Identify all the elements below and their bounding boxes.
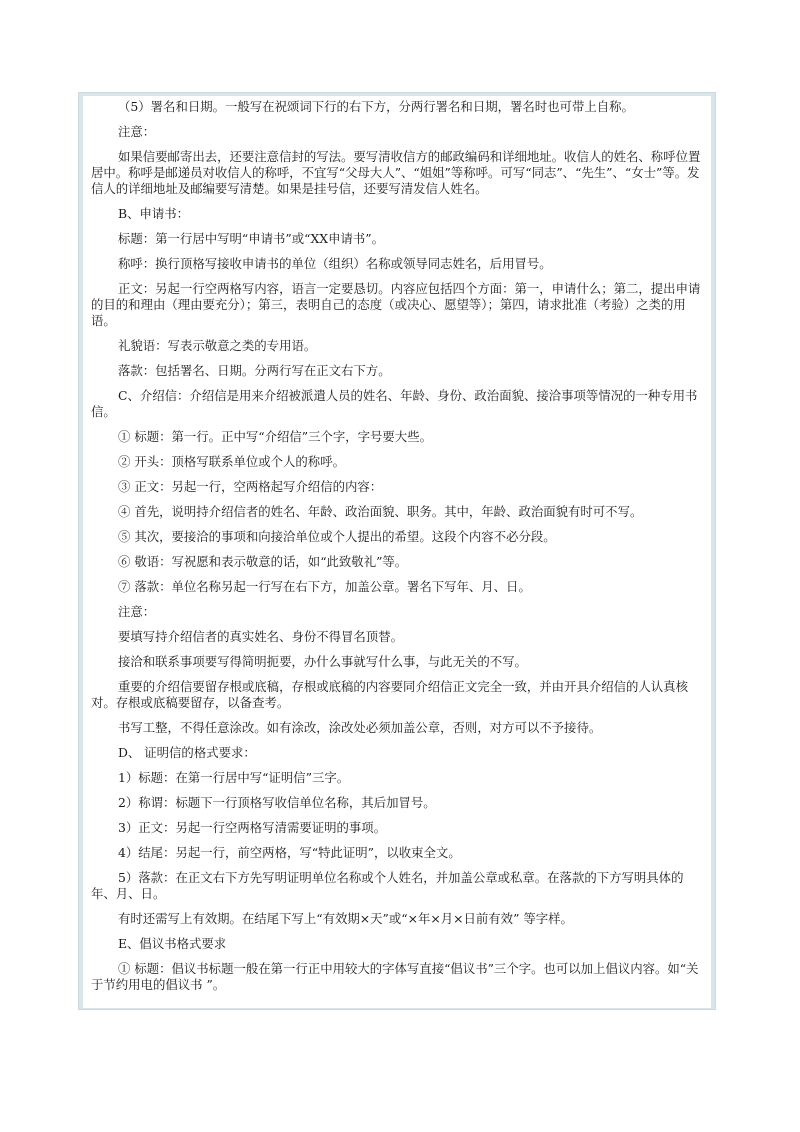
paragraph: 称呼：换行顶格写接收申请书的单位（组织）名称或领导同志姓名，后用冒号。 <box>118 256 552 271</box>
paragraph: ① 标题：倡议书标题一般在第一行正中用较大的字体写直接“倡议书”三个字。也可以加上倡议内容。如“关于节约用电的倡议书 ”。 <box>91 961 699 992</box>
paragraph: 接洽和联系事项要写得简明扼要，办什么事就写什么事，与此无关的不写。 <box>118 654 527 669</box>
paragraph: E、倡议书格式要求 <box>118 936 227 951</box>
paragraph: 3）正文：另起一行空两格写清需要证明的事项。 <box>118 820 387 835</box>
paragraph: 5）落款：在正文右下方先写明证明单位名称或个人姓名，并加盖公章或私章。在落款的下方写明具体的年、月、日。 <box>91 870 684 901</box>
paragraph: ④ 首先，说明持介绍信者的姓名、年龄、政治面貌、职务。其中，年龄、政治面貌有时可不写。 <box>118 504 643 519</box>
paragraph: ③ 正文：另起一行，空两格起写介绍信的内容： <box>118 479 383 494</box>
paragraph: 2）称谓：标题下一行顶格写收信单位名称，其后加冒号。 <box>118 795 436 810</box>
paragraph: 如果信要邮寄出去，还要注意信封的写法。要写清收信方的邮政编码和详细地址。收信人的姓名、称呼位置居中。称呼是邮递员对收信人的称呼，不宜写“父母大人”、“姐姐”等称呼。可写“同志”、“先生”、“女士”等。发信人的详细地址及邮编要写清楚。如果是挂号信，还要写清发信人姓名。 <box>91 149 701 196</box>
paragraph: 注意： <box>118 124 156 139</box>
paragraph: 要填写持介绍信者的真实姓名、身份不得冒名顶替。 <box>118 629 403 644</box>
paragraph: 书写工整，不得任意涂改。如有涂改，涂改处必须加盖公章，否则，对方可以不予接待。 <box>118 720 602 735</box>
paragraph: B、申请书： <box>118 206 190 221</box>
paragraph: 重要的介绍信要留存根或底稿，存根或底稿的内容要同介绍信正文完全一致，并由开具介绍信的人认真核对。存根或底稿要留存，以备查考。 <box>91 679 688 710</box>
paragraph: ⑥ 敬语：写祝愿和表示敬意的话，如“此致敬礼”等。 <box>118 554 408 569</box>
paragraph: 4）结尾：另起一行，前空两格，写“特此证明”，以收束全文。 <box>118 845 461 860</box>
paragraph: （5）署名和日期。一般写在祝颂词下行的右下方，分两行署名和日期，署名时也可带上自称。 <box>118 99 634 114</box>
paragraph: ① 标题：第一行。正中写“介绍信”三个字，字号要大些。 <box>118 429 432 444</box>
paragraph: 礼貌语：写表示敬意之类的专用语。 <box>118 338 317 353</box>
document-frame <box>78 92 716 1010</box>
paragraph: C、介绍信：介绍信是用来介绍被派遣人员的姓名、年龄、身份、政治面貌、接洽事项等情况的一种专用书信。 <box>91 388 698 419</box>
paragraph: 落款：包括署名、日期。分两行写在正文右下方。 <box>118 363 391 378</box>
paragraph: 标题：第一行居中写明“申请书”或“XX申请书”。 <box>118 231 385 246</box>
document-body <box>83 96 711 1008</box>
paragraph: D、 证明信的格式要求： <box>118 745 256 760</box>
paragraph: 注意： <box>118 604 156 619</box>
paragraph: 正文：另起一行空两格写内容，语言一定要恳切。内容应包括四个方面：第一，申请什么；第二，提出申请的目的和理由（理由要充分）；第三，表明自己的态度（或决心、愿望等）；第四，请求批准（考验）之类的用语。 <box>91 281 701 328</box>
paragraph: ② 开头：顶格写联系单位或个人的称呼。 <box>118 454 345 469</box>
paragraph: ⑤ 其次，要接洽的事项和向接洽单位或个人提出的希望。这段个内容不必分段。 <box>118 529 556 544</box>
paragraph: 1）标题：在第一行居中写“证明信”三字。 <box>118 770 350 785</box>
paragraph: 有时还需写上有效期。在结尾下写上“有效期×天”或“×年×月×日前有效” 等字样。 <box>118 911 573 926</box>
paragraph: ⑦ 落款：单位名称另起一行写在右下方，加盖公章。署名下写年、月、日。 <box>118 579 531 594</box>
